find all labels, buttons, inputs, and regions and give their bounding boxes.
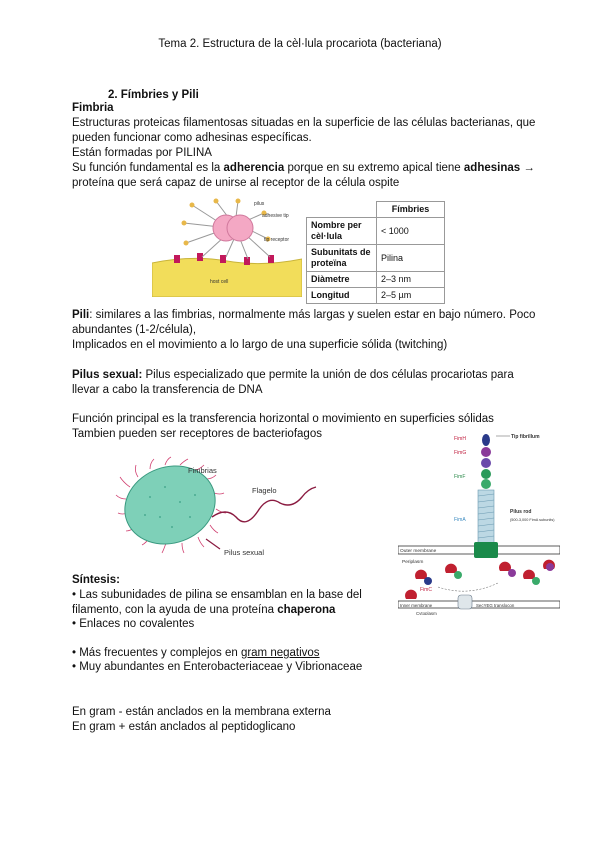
pili-line-2: abundantes (1-2/célula), [72, 324, 197, 336]
sexual-line-2: llevar a cabo la transferencia de DNA [72, 384, 263, 396]
fimbria-line-1: Estructuras proteicas filamentosas situadas en la superficie de las células bacterianas, que [72, 117, 536, 129]
label-cytoplasm: Cytoplasm [416, 611, 437, 615]
transfer-line-1: Función principal es la transferencia horizontal o movimiento en superficies sólidas [72, 413, 494, 425]
label-host-cell: host cell [210, 279, 229, 285]
fimbria-adhesion-figure [152, 195, 302, 297]
label-tip-receptor: tip receptor [264, 237, 290, 243]
table-row: Nombre per cèl·lula < 1000 [307, 218, 445, 245]
sintesis-line-2: filamento, con la ayuda de una proteína chaperona [72, 604, 336, 616]
label-pilus-sexual: Pilus sexual [224, 548, 265, 557]
secyeg-translocon [458, 595, 472, 609]
label-periplasm: Periplasm [402, 560, 424, 565]
table-title: Fímbries [377, 202, 445, 218]
fimbria-line-2: pueden funcionar como adhesinas específicas. [72, 132, 312, 144]
transfer-line-2: Tambien pueden ser receptores de bacteriofagos [72, 428, 322, 440]
label-fimg: FimG [454, 450, 467, 456]
label-fimbrias: Fimbrias [188, 466, 217, 475]
pilus-assembly-figure [398, 433, 560, 615]
sexual-line-1: Pilus sexual: Pilus especializado que permite la unión de dos células procariotas para [72, 369, 514, 381]
label-fimd: FimD [502, 548, 514, 554]
label-secyeg: SecYEG translocon [476, 603, 515, 608]
fimh-subunit [482, 434, 490, 446]
fimf-subunit [481, 469, 491, 479]
fimbria-line-3: Están formadas por PILINA [72, 147, 212, 159]
label-flagelo: Flagelo [252, 486, 277, 495]
label-outer-membrane: Outer membrane [400, 549, 437, 554]
chaperone-complexes [405, 560, 555, 599]
page-header: Tema 2. Estructura de la cèl·lula procariota (bacteriana) [158, 38, 442, 50]
sintesis-line-3: • Enlaces no covalentes [72, 618, 195, 630]
bacterium-fimbriae-figure [110, 447, 350, 565]
label-adhesive-tip: adhesive tip [262, 213, 289, 219]
function-line-1: Su función fundamental es la adherencia porque en su extremo apical tiene adhesinas → [72, 162, 535, 174]
section-heading: 2. Fímbries y Pili [108, 89, 199, 101]
table-row: Diàmetre 2–3 nm [307, 272, 445, 288]
label-fimc: FimC [420, 587, 432, 593]
pilus-rod [478, 490, 494, 544]
sintesis-title: Síntesis: [72, 574, 120, 586]
fimd-usher [474, 542, 498, 558]
fimg-subunit [481, 447, 491, 457]
pili-line-3: Implicados en el movimiento a lo largo de una superficie sólida (twitching) [72, 339, 448, 351]
function-line-2: proteína que será capaz de unirse al receptor de la célula ospite [72, 177, 400, 189]
fimbries-table [306, 201, 445, 304]
bacterium-cell-right [227, 215, 253, 241]
table-row: Subunitats de proteïna Pilina [307, 245, 445, 272]
fimbria-title: Fimbria [72, 102, 114, 114]
label-pilus: pilus [254, 201, 265, 207]
pili-line-1: Pili: similares a las fimbrias, normalmente más largas y suelen estar en bajo número. Poco [72, 309, 536, 321]
label-pilus-rod-note: (500-3,000 FimA subunits) [510, 518, 555, 522]
label-inner-membrane: Inner membrane [400, 603, 433, 608]
sex-pilus-strand [206, 539, 220, 549]
sintesis-line-5: • Muy abundantes en Enterobacteriaceae y Vibrionaceae [72, 661, 363, 673]
gram-positive-line: En gram + están anclados al peptidoglicano [72, 721, 296, 733]
table-row: Longitud 2–5 µm [307, 288, 445, 304]
sintesis-line-4: • Más frecuentes y complejos en gram negativos [72, 647, 320, 659]
label-fima: FimA [454, 517, 466, 523]
label-tip-fibrillum: Tip fibrillum [511, 434, 540, 440]
label-pilus-rod: Pilus rod [510, 509, 532, 515]
label-fimf: FimF [454, 474, 466, 480]
gram-negative-line: En gram - están anclados en la membrana externa [72, 706, 331, 718]
label-fimh: FimH [454, 436, 466, 442]
sintesis-line-1: • Las subunidades de pilina se ensamblan en la base del [72, 589, 362, 601]
